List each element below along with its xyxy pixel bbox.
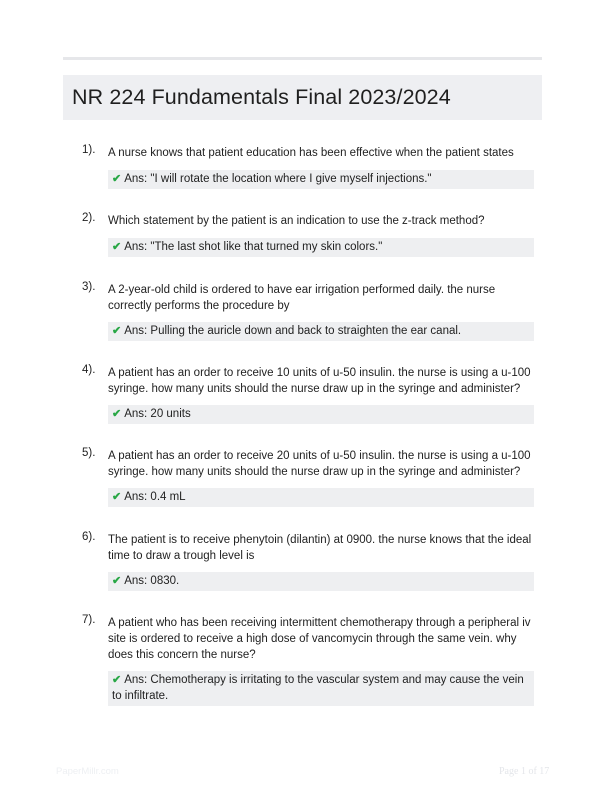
title-bar (63, 75, 542, 120)
answer-text: Ans: 0830. (124, 575, 180, 587)
answer-text: Ans: Chemotherapy is irritating to the vascular system and may cause the vein to infiltrate. (112, 674, 524, 702)
answer-text: Ans: Pulling the auricle down and back to straighten the ear canal. (124, 325, 462, 337)
check-icon: ✔ (112, 241, 122, 253)
answer-box (108, 572, 534, 591)
question-text: A patient who has been receiving intermittent chemotherapy through a peripheral iv site is ordered to receive a high dose of vancomycin through the same vein. why does this concern the nurse? (108, 617, 531, 661)
check-icon: ✔ (112, 674, 122, 686)
question-text: A patient has an order to receive 10 units of u-50 insulin. the nurse is using a u-100 syringe. how many units should the nurse draw up in the syringe and administer? (108, 367, 531, 395)
check-icon: ✔ (112, 173, 122, 185)
question-text: A patient has an order to receive 20 units of u-50 insulin. the nurse is using a u-100 syringe. how many units should the nurse draw up in the syringe and administer? (108, 450, 531, 478)
question-text: Which statement by the patient is an indication to use the z-track method? (108, 215, 485, 227)
check-icon: ✔ (112, 491, 122, 503)
top-divider (63, 57, 542, 60)
answer-text: Ans: 20 units (124, 408, 191, 420)
question-text: A 2-year-old child is ordered to have ear irrigation performed daily. the nurse correctly performs the procedure by (108, 284, 496, 312)
answer-box (108, 322, 534, 341)
answer-box (108, 671, 534, 706)
question-number: 6). (82, 531, 96, 543)
answer-box (108, 488, 534, 507)
answer-box (108, 170, 534, 189)
footer-watermark: PaperMillr.com (56, 766, 119, 777)
question-number: 2). (82, 212, 96, 224)
question-number: 4). (82, 364, 96, 376)
question-text: The patient is to receive phenytoin (dilantin) at 0900. the nurse knows that the ideal time to draw a trough level is (108, 534, 532, 562)
check-icon: ✔ (112, 408, 122, 420)
question-number: 3). (82, 281, 96, 293)
page-title: NR 224 Fundamentals Final 2023/2024 (72, 85, 451, 109)
question-text: A nurse knows that patient education has been effective when the patient states (108, 147, 514, 159)
question-number: 1). (82, 144, 96, 156)
question-number: 7). (82, 614, 96, 626)
check-icon: ✔ (112, 575, 122, 587)
answer-text: Ans: "The last shot like that turned my skin colors." (124, 241, 383, 253)
page-number: Page 1 of 17 (499, 766, 550, 777)
question-number: 5). (82, 447, 96, 459)
check-icon: ✔ (112, 325, 122, 337)
answer-box (108, 405, 534, 424)
answer-text: Ans: 0.4 mL (124, 491, 186, 503)
answer-box (108, 238, 534, 257)
answer-text: Ans: "I will rotate the location where I give myself injections." (124, 173, 432, 185)
